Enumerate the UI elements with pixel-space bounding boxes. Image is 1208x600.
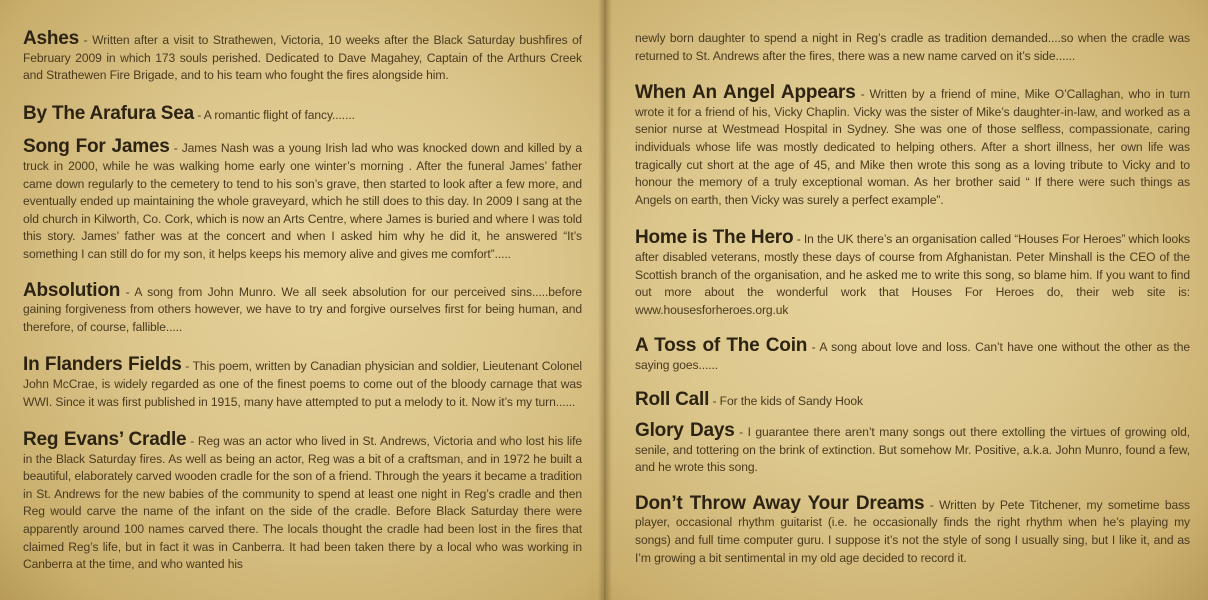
song-description: A song about love and loss. Can’t have one without the other as the saying goes...... xyxy=(635,340,1191,372)
separator: - xyxy=(193,107,204,122)
right-page xyxy=(604,0,1208,600)
song-title: By The Arafura Sea xyxy=(23,102,194,124)
song-title: Song For James xyxy=(23,136,170,158)
song-note-flanders xyxy=(23,356,582,411)
separator: - xyxy=(855,87,870,102)
song-description: For the kids of Sandy Hook xyxy=(719,393,863,408)
song-description: Written after a visit to Strathewen, Victoria, 10 weeks after the Black Saturday bushfires of February 2009 in which 173 souls perished. Dedicated to Dave Magahey, Captain of the Arthurs Creek and Strathewen Fire Brigade, and to his team who fought the fires alongside him. xyxy=(23,33,583,83)
separator: - xyxy=(924,497,940,512)
song-title: Home is The Hero xyxy=(635,227,794,249)
song-title: Roll Call xyxy=(635,388,710,410)
song-note-absolution xyxy=(23,279,582,337)
song-note-james xyxy=(23,138,582,263)
song-note-toss xyxy=(635,337,1190,374)
song-title: In Flanders Fields xyxy=(23,354,182,376)
separator: - xyxy=(79,33,93,47)
separator: - xyxy=(807,340,820,355)
song-description: Written by a friend of mine, Mike O’Callaghan, who in turn wrote it for a friend of his, Vicky Chaplin. Vicky was the sister of Mike’s daughter-in-law, and worked as a senior nurse at Westmead Hospital in Sydney. She was one of those selfless, compassionate, caring individuals whose life was mostly dedicated to helping others. After a short illness, her own life was tragically cut short at the age of 45, and Mike then wrote this song as a loving tribute to Vicky and to honour the memory of a truly exceptional woman. As her brother said “ If there were such things as Angels on earth, then Vicky was surely a perfect example”. xyxy=(635,87,1191,207)
song-title: A Toss of The Coin xyxy=(635,335,808,357)
cradle-note-continuation: newly born daughter to spend a night in Reg’s cradle as tradition demanded....so when the cradle was returned to St. Andrews after the fires, there was a new name carved on it’s side...... xyxy=(635,31,1190,63)
song-title: Reg Evans’ Cradle xyxy=(23,429,187,451)
song-description: A romantic flight of fancy....... xyxy=(203,107,355,122)
song-description: I guarantee there aren’t many songs out there extolling the virtues of growing old, senile, and tottering on the brink of extinction. But somehow Mr. Positive, a.k.a. John Munro, found a few, and he wrote this song. xyxy=(635,425,1190,475)
separator: - xyxy=(181,359,193,374)
separator: - xyxy=(169,141,182,156)
song-note-roll-call xyxy=(635,388,1190,411)
song-description: James Nash was a young Irish lad who was knocked down and killed by a truck in 2000, while he was walking home early one winter’s morning . After the funeral James’ father came down regularly to the cemetery to tend to his son’s grave, then started to look after a few more, and eventually ended up maintaining the whole graveyard, which he still does to this day. In 2009 I sang at the old church in Kilworth, Co. Cork, which is now an Arts Centre, where James is buried and where I was told this story. James’ father was at the concert and when I asked him why he did it, he answered “It’s something I can still do for my son, it helps keeps his memory alive and gives me comfort”..... xyxy=(23,141,582,261)
song-description: A song from John Munro. We all seek absolution for our perceived sins.....before gaining forgiveness from others however, we have to try and forgive ourselves first for being human, and therefore, of course, fallible..... xyxy=(23,284,582,334)
song-note-arafura xyxy=(23,102,582,125)
song-note-ashes xyxy=(23,30,582,85)
song-title: Don’t Throw Away Your Dreams xyxy=(635,492,925,514)
song-title: Absolution xyxy=(23,279,121,301)
song-description: Written by Pete Titchener, my sometime bass player, occasional rhythm guitarist (i.e. he occasionally finds the right rhythm when he’s playing my songs) and full time computer guru. I suppose it’s not the style of song I usually sing, but I like it, and as I’m growing a bit sentimental in my old age decided to record it. xyxy=(635,497,1191,565)
song-note-angel xyxy=(635,84,1190,209)
song-note-cradle xyxy=(23,431,582,574)
song-description: This poem, written by Canadian physician and soldier, Lieutenant Colonel John McCrae, is widely regarded as one of the finest poems to come out of the bloody carnage that was WWI. Since it was first published in 1915, many have attempted to put a melody to it. Now it’s my turn...... xyxy=(23,359,583,409)
song-title: Glory Days xyxy=(635,420,735,442)
song-title: When An Angel Appears xyxy=(635,82,856,104)
separator: - xyxy=(734,425,748,440)
separator: - xyxy=(120,284,135,299)
song-note-home xyxy=(635,229,1190,319)
separator: - xyxy=(709,393,720,408)
separator: - xyxy=(793,232,804,247)
song-note-glory xyxy=(635,422,1190,477)
song-description: Reg was an actor who lived in St. Andrews, Victoria and who lost his life in the Black Saturday fires. As well as being an actor, Reg was a bit of a craftsman, and in 1972 he built a beautiful, elaborately carved wooden cradle for the son of a friend. Through the years it became a tradition in St. Andrews for the new babies of the community to spend at least one night in Reg’s cradle and then Reg would carve the name of the infant on the side of the cradle. Before Black Saturday there were apparently around 100 names carved there. The locals thought the cradle had been lost in the fires that claimed Reg’s life, but in fact it was in Canberra. It had been taken there by a local who was working in Canberra at the time, and who wanted his xyxy=(23,434,582,572)
song-description: In the UK there’s an organisation called “Houses For Heroes” which looks after disabled veterans, mostly these days of course from Afghanistan. Peter Minshall is the CEO of the Scottish branch of the organisation, and he asked me to write this song, so blame him. If you want to find out more about the wonderful work that Houses For Heroes do, their web site is: www.housesforheroes.org.uk xyxy=(635,232,1190,317)
song-title: Ashes xyxy=(23,28,80,49)
separator: - xyxy=(186,434,198,449)
song-note-dreams xyxy=(635,492,1191,567)
